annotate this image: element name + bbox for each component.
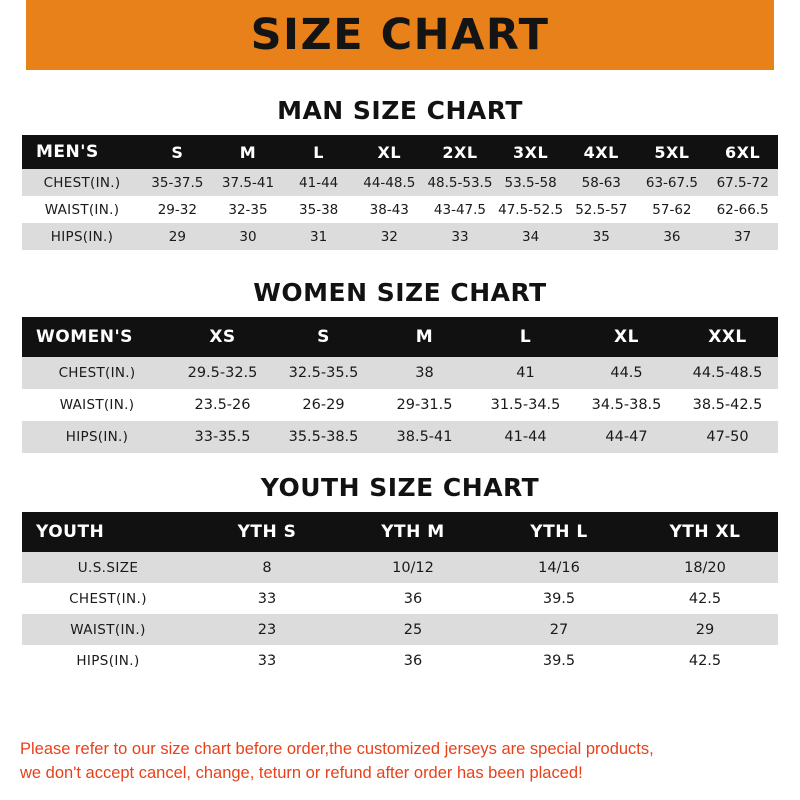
men-cell: 36 [663,228,681,245]
men-col-header: XL [377,142,402,162]
men-col-header: 6XL [725,142,761,162]
table-row [22,645,778,676]
men-cell: 35-38 [299,201,339,218]
women-table-wrap [22,317,778,453]
men-table-head [22,135,778,169]
men-cell: 29-32 [157,201,197,218]
men-cell: 62-66.5 [716,201,769,218]
women-cell: 34.5-38.5 [591,397,662,413]
women-cell: 26-29 [302,397,345,413]
women-cell: 44.5-48.5 [692,365,763,381]
table-row [22,223,778,250]
men-col-header: 3XL [513,142,549,162]
youth-table-body [22,552,778,676]
men-cell: 32 [380,228,398,245]
youth-cell: 36 [403,590,423,607]
women-col-header: L [519,327,532,347]
men-cell: 63-67.5 [645,174,698,191]
men-cell: 32-35 [228,201,268,218]
women-row-label: HIPS(IN.) [65,429,129,445]
youth-row-label: CHEST(IN.) [69,590,147,607]
youth-cell: 42.5 [688,652,722,669]
men-cell: 37 [734,228,752,245]
youth-cell: 14/16 [538,559,580,576]
women-section [0,278,800,453]
men-table-wrap [22,135,778,250]
men-cell: 37.5-41 [221,174,275,191]
youth-row-label-header: YOUTH [36,522,105,542]
table-row [22,196,778,223]
women-col-header: XXL [708,327,747,347]
youth-section [0,473,800,676]
women-cell: 41-44 [504,429,547,445]
table-row [22,421,778,453]
women-cell: 29-31.5 [396,397,453,413]
women-col-header: XS [209,327,236,347]
youth-col-header: YTH S [237,522,297,542]
men-cell: 34 [522,228,540,245]
youth-cell: 29 [695,621,715,638]
youth-row-label: HIPS(IN.) [76,652,140,669]
women-row-label: CHEST(IN.) [58,365,136,381]
youth-col-header: YTH M [381,522,445,542]
order-notice [0,730,800,800]
men-row-label: HIPS(IN.) [50,228,114,245]
youth-cell: 39.5 [542,652,576,669]
men-size-table [22,135,778,250]
women-col-header: S [317,327,330,347]
women-cell: 23.5-26 [194,397,251,413]
youth-size-table [22,512,778,676]
men-cell: 33 [451,228,469,245]
women-cell: 47-50 [706,429,749,445]
men-row-label: CHEST(IN.) [43,174,121,191]
youth-cell: 25 [403,621,423,638]
women-header-row [22,317,778,357]
women-cell: 33-35.5 [194,429,251,445]
youth-cell: 42.5 [688,590,722,607]
men-row-label: WAIST(IN.) [44,201,120,218]
table-row [22,357,778,389]
women-cell: 35.5-38.5 [288,429,359,445]
men-cell: 58-63 [581,174,621,191]
youth-cell: 18/20 [684,559,726,576]
women-row-label-header: WOMEN'S [36,327,133,347]
table-row [22,552,778,583]
youth-cell: 33 [257,590,277,607]
youth-row-label: WAIST(IN.) [70,621,146,638]
men-cell: 57-62 [652,201,692,218]
women-col-header: M [415,327,434,347]
men-table-body [22,169,778,250]
women-cell: 44.5 [610,365,643,381]
men-cell: 31 [310,228,328,245]
women-cell: 38.5-42.5 [692,397,763,413]
women-cell: 32.5-35.5 [288,365,359,381]
youth-cell: 10/12 [392,559,434,576]
women-table-body [22,357,778,453]
youth-cell: 33 [257,652,277,669]
men-cell: 52.5-57 [575,201,628,218]
youth-section-title: YOUTH SIZE CHART [260,473,540,502]
header-banner [0,0,800,70]
men-col-header: S [171,142,184,162]
men-col-header: 5XL [654,142,690,162]
women-cell: 44-47 [605,429,648,445]
youth-header-row [22,512,778,552]
men-col-header: L [313,142,324,162]
women-size-table [22,317,778,453]
order-notice-line-1: Please refer to our size chart before order,the customized jerseys are special products, [20,740,654,759]
youth-cell: 27 [549,621,569,638]
youth-table-head [22,512,778,552]
men-cell: 44-48.5 [363,174,416,191]
women-cell: 41 [516,365,535,381]
men-cell: 67.5-72 [716,174,769,191]
women-row-label: WAIST(IN.) [59,397,135,413]
women-cell: 31.5-34.5 [490,397,561,413]
men-row-label-header: MEN'S [36,142,99,162]
men-cell: 35-37.5 [151,174,204,191]
men-cell: 29 [168,228,186,245]
order-notice-line-2: we don't accept cancel, change, teturn or refund after order has been placed! [20,764,583,783]
men-col-header: M [239,142,257,162]
men-cell: 43-47.5 [433,201,486,218]
men-cell: 35 [592,228,610,245]
men-col-header: 2XL [442,142,478,162]
youth-cell: 8 [262,559,272,576]
table-row [22,583,778,614]
men-cell: 30 [239,228,257,245]
women-section-title: WOMEN SIZE CHART [253,278,547,307]
women-col-header: XL [614,327,639,347]
table-row [22,614,778,645]
men-cell: 41-44 [299,174,339,191]
men-cell: 53.5-58 [504,174,557,191]
youth-col-header: YTH XL [669,522,741,542]
men-header-row [22,135,778,169]
spacer-top [0,70,800,96]
men-section [0,96,800,250]
youth-row-label: U.S.SIZE [77,559,139,576]
table-row [22,389,778,421]
women-cell: 38.5-41 [396,429,453,445]
youth-col-header: YTH L [530,522,588,542]
men-section-title: MAN SIZE CHART [277,96,523,125]
youth-cell: 23 [257,621,277,638]
banner-left-inset [0,0,26,70]
women-cell: 38 [415,365,434,381]
page-title: SIZE CHART [250,10,550,60]
spacer-men-women [0,250,800,278]
spacer-women-youth [0,453,800,473]
men-col-header: 4XL [583,142,619,162]
banner-right-inset [774,0,800,70]
youth-cell: 36 [403,652,423,669]
women-cell: 29.5-32.5 [187,365,258,381]
youth-cell: 39.5 [542,590,576,607]
men-cell: 38-43 [369,201,409,218]
youth-table-wrap [22,512,778,676]
table-row [22,169,778,196]
men-cell: 48.5-53.5 [427,174,493,191]
men-cell: 47.5-52.5 [498,201,564,218]
women-table-head [22,317,778,357]
